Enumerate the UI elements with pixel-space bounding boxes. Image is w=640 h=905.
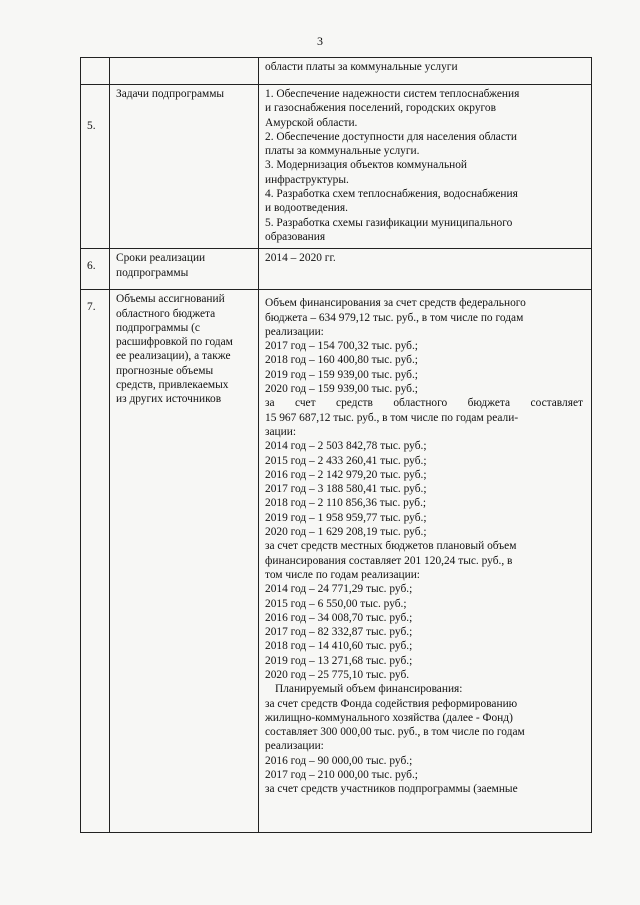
table-row-tasks	[81, 85, 592, 249]
funding-line: 2018 год – 160 400,80 тыс. руб.;	[265, 354, 418, 367]
cell-label	[110, 58, 259, 85]
funding-line: жилищно-коммунального хозяйства (далее - Фонд)	[265, 711, 513, 724]
funding-line: 2017 год – 3 188 580,41 тыс. руб.;	[265, 483, 427, 496]
passport-table	[80, 57, 592, 833]
funding-line: 2019 год – 13 271,68 тыс. руб.;	[265, 654, 413, 667]
funding-line: за счет средств местных бюджетов плановый объем	[265, 540, 517, 553]
label-line: средств, привлекаемых	[116, 379, 229, 392]
tasks-line: инфраструктуры.	[265, 173, 349, 186]
tasks-line: платы за коммунальные услуги.	[265, 145, 420, 158]
label-line: из других источников	[116, 393, 222, 406]
label-line: Объемы ассигнований	[116, 293, 225, 306]
tasks-line: 1. Обеспечение надежности систем теплоснабжения	[265, 88, 520, 100]
tasks-line: и водоотведения.	[265, 202, 348, 215]
funding-value	[259, 290, 592, 833]
label-line: прогнозные объемы	[116, 364, 214, 377]
funding-line: 2018 год – 2 110 856,36 тыс. руб.;	[265, 497, 427, 510]
funding-line: том числе по годам реализации:	[265, 568, 420, 581]
tasks-line: образования	[265, 230, 326, 243]
table-row-funding	[81, 290, 592, 833]
page-number: 3	[317, 34, 323, 48]
table-row-continuation	[81, 58, 592, 85]
funding-line: 2017 год – 210 000,00 тыс. руб.;	[265, 769, 418, 782]
row-label	[110, 290, 259, 833]
funding-line: 2015 год – 6 550,00 тыс. руб.;	[265, 597, 407, 610]
cell-number	[81, 58, 110, 85]
tasks-line: 2. Обеспечение доступности для населения области	[265, 130, 517, 143]
row-number: 7.	[81, 290, 110, 833]
funding-line: зации:	[265, 425, 297, 438]
funding-line: Планируемый объем финансирования:	[275, 683, 463, 696]
funding-line: 2017 год – 82 332,87 тыс. руб.;	[265, 626, 413, 639]
funding-line: 2018 год – 14 410,60 тыс. руб.;	[265, 640, 413, 653]
tasks-line: 4. Разработка схем теплоснабжения, водоснабжения	[265, 188, 518, 201]
funding-line: реализации:	[265, 325, 324, 338]
tasks-value	[259, 85, 592, 249]
funding-line: 15 967 687,12 тыс. руб., в том числе по годам реали-	[265, 411, 519, 424]
terms-value: 2014 – 2020 гг.	[259, 249, 592, 290]
funding-line: 2014 год – 2 503 842,78 тыс. руб.;	[265, 440, 427, 453]
funding-line: составляет 300 000,00 тыс. руб., в том числе по годам	[265, 726, 525, 739]
label-line: расшифровкой по годам	[116, 336, 233, 349]
tasks-line: 5. Разработка схемы газификации муниципального	[265, 216, 513, 229]
funding-line: за счет средств областного бюджета составляет	[265, 397, 583, 410]
funding-line: 2020 год – 159 939,00 тыс. руб.;	[265, 383, 418, 396]
funding-line: бюджета – 634 979,12 тыс. руб., в том числе по годам	[265, 311, 524, 324]
continuation-text: области платы за коммунальные услуги	[265, 61, 458, 73]
label-line: ее реализации), а также	[116, 350, 231, 363]
funding-line: 2020 год – 1 629 208,19 тыс. руб.;	[265, 526, 427, 539]
label-line: областного бюджета	[116, 307, 216, 320]
row-number: 6.	[81, 249, 110, 290]
tasks-line: и газоснабжения поселений, городских округов	[265, 102, 497, 115]
row-label: Задачи подпрограммы	[110, 85, 259, 249]
tasks-line: 3. Модернизация объектов коммунальной	[265, 159, 468, 172]
funding-line: за счет средств Фонда содействия реформированию	[265, 697, 518, 710]
funding-line: 2016 год – 34 008,70 тыс. руб.;	[265, 611, 413, 624]
funding-line: финансирования составляет 201 120,24 тыс. руб., в	[265, 554, 513, 567]
label-line: подпрограммы (с	[116, 321, 200, 334]
row-label	[110, 249, 259, 290]
funding-line: 2019 год – 159 939,00 тыс. руб.;	[265, 368, 418, 381]
funding-line: 2014 год – 24 771,29 тыс. руб.;	[265, 583, 413, 596]
tasks-line: Амурской области.	[265, 116, 358, 129]
funding-line: за счет средств участников подпрограммы (заемные	[265, 783, 518, 796]
cell-value	[259, 58, 592, 85]
row-number: 5.	[81, 85, 110, 249]
funding-line: 2020 год – 25 775,10 тыс. руб.	[265, 668, 410, 681]
funding-line: 2016 год – 2 142 979,20 тыс. руб.;	[265, 468, 427, 481]
funding-line: реализации:	[265, 740, 324, 753]
funding-line: 2015 год – 2 433 260,41 тыс. руб.;	[265, 454, 427, 467]
label-line: Сроки реализации	[116, 252, 206, 265]
label-line: подпрограммы	[116, 266, 189, 279]
table-row-terms	[81, 249, 592, 290]
funding-line: 2019 год – 1 958 959,77 тыс. руб.;	[265, 511, 427, 524]
funding-line: Объем финансирования за счет средств федерального	[265, 297, 526, 310]
funding-line: 2017 год – 154 700,32 тыс. руб.;	[265, 340, 418, 353]
funding-line: 2016 год – 90 000,00 тыс. руб.;	[265, 754, 413, 767]
